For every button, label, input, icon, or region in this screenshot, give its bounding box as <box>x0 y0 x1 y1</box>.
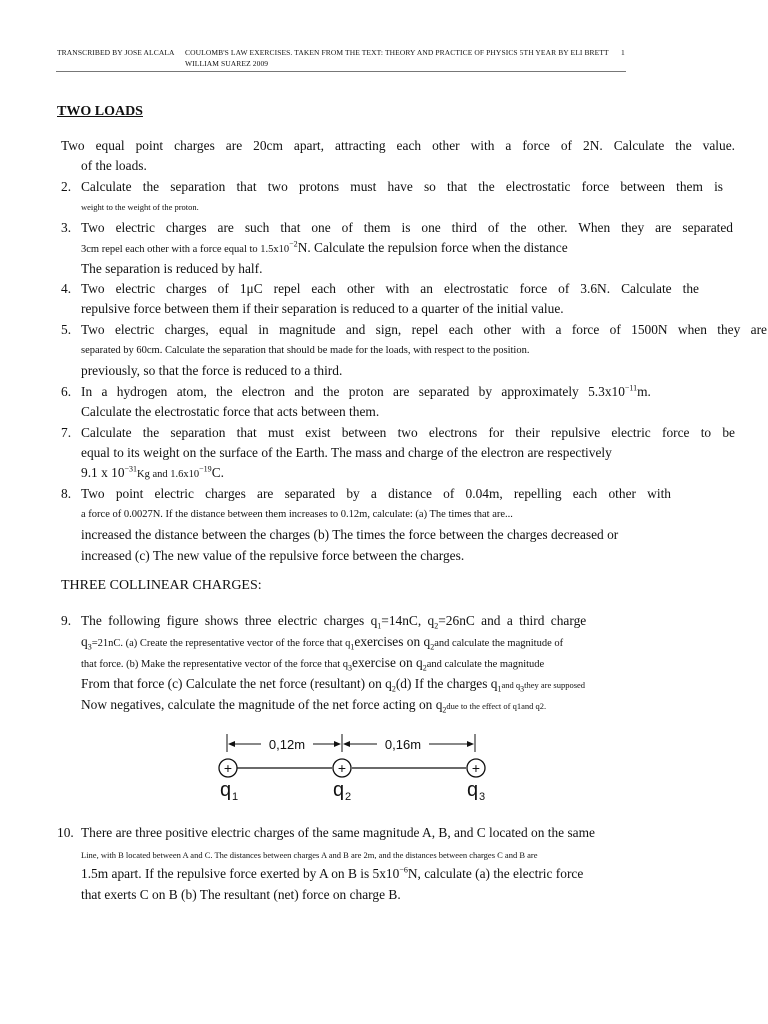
exercise-6-line-1 <box>81 384 651 400</box>
charge-q1-plus: + <box>223 760 233 776</box>
exercise-3-line-3: The separation is reduced by half. <box>81 261 263 276</box>
exercise-9-line-3-c: and calculate the magnitude <box>426 659 545 670</box>
exercise-6-line-1-text: In a hydrogen atom, the electron and the proton are separated by approximately 5.3x10 <box>81 384 625 399</box>
exercise-3-line-2-rest: N. Calculate the repulsion force when the distance <box>297 240 568 255</box>
exercise-9-line-3-b: exercise on q <box>352 655 423 670</box>
exercise-7-line-2: equal to its weight on the surface of the Earth. The mass and charge of the electron are respectively <box>81 445 612 460</box>
header-title <box>185 47 615 69</box>
charge-q2-subscript: 2 <box>345 791 352 803</box>
exercise-8-line-1: Two point electric charges are separated by a distance of 0.04m, repelling each other with <box>81 486 671 501</box>
exercise-8-line-4: increased (c) The new value of the repulsive force between the charges. <box>81 548 465 563</box>
exercise-8-line-3: increased the distance between the charges (b) The times the force between the charges decreased or <box>81 527 619 542</box>
exercise-9-line-4-b: (d) If the charges q <box>395 676 498 691</box>
exercise-10-line-3 <box>81 866 583 882</box>
exercise-10-line-3-a: 1.5m apart. If the repulsive force exerted by A on B is 5x10 <box>81 866 400 881</box>
exercise-9-line-1-a: The following figure shows three electric charges q <box>81 613 378 628</box>
exercise-9-q1-sub: 1 <box>377 621 382 631</box>
exercise-4-line-2: repulsive force between them if their separation is reduced to a quarter of the initial value. <box>81 301 564 316</box>
exercise-7-line-3 <box>81 465 224 483</box>
exercise-10-exponent: −6 <box>399 865 408 875</box>
exercise-9-line-1-c: =26nC and a third charge <box>438 613 587 628</box>
exercise-5-line-3: previously, so that the force is reduced to a third. <box>81 363 343 378</box>
exercise-9-number: 9. <box>61 613 72 628</box>
exercise-4-line-1: Two electric charges of 1μC repel each other with an electrostatic force of 3.6N. Calculate the <box>81 281 699 296</box>
section-title-three-collinear: THREE COLLINEAR CHARGES: <box>61 578 262 593</box>
exercise-9-line-1 <box>81 613 586 629</box>
exercise-9-q3-sub: 3 <box>87 642 92 652</box>
exercise-10-number: 10. <box>57 825 74 840</box>
charge-q2-plus: + <box>337 760 347 776</box>
exercise-5-line-1: Two electric charges, equal in magnitude and sign, repel each other with a force of 1500N when they are <box>81 322 767 337</box>
dim2-arrow-left <box>343 741 350 747</box>
charge-q3-label: q <box>467 779 479 801</box>
exercise-9-line-2-b: =21nC. (a) Create the representative vector of the force that q <box>91 638 351 649</box>
exercise-7-charge-unit: C. <box>211 465 224 480</box>
exercise-1-line-1: Two equal point charges are 20cm apart, attracting each other with a force of 2N. Calculate the value. <box>61 138 735 153</box>
exercise-9-line-3-sub1: 3 <box>348 663 353 673</box>
three-charges-figure <box>205 730 505 810</box>
exercise-8-line-2: a force of 0.0027N. If the distance between them increases to 0.12m, calculate: (a) The times that are... <box>81 509 513 520</box>
exercise-9-line-2-d: and calculate the magnitude of <box>434 638 564 649</box>
exercise-4-number: 4. <box>61 281 72 296</box>
exercise-9-line-4-sub2: 1 <box>497 684 502 694</box>
exercise-9-line-4 <box>81 676 585 693</box>
exercise-3-line-2-text: 3cm repel each other with a force equal to 1.5x10 <box>81 244 290 255</box>
exercise-9-line-3-a: that force. (b) Make the representative vector of the force that q <box>81 659 349 670</box>
charge-q1-label: q <box>220 779 232 801</box>
exercise-7-charge-exponent: −19 <box>199 464 212 474</box>
exercise-2-line-2: weight to the weight of the proton. <box>81 202 199 212</box>
exercise-10-line-4: that exerts C on B (b) The resultant (net) force on charge B. <box>81 887 401 902</box>
exercise-8-number: 8. <box>61 486 72 501</box>
header-transcriber: TRANSCRIBED BY JOSE ALCALA <box>57 48 175 57</box>
exercise-3-line-1: Two electric charges are such that one of them is one third of the other. When they are separated <box>81 220 733 235</box>
exercise-2-line-1: Calculate the separation that two protons must have so that the electrostatic force between them is <box>81 179 723 194</box>
dim2-label: 0,16m <box>384 737 422 752</box>
charge-q3-plus: + <box>471 760 481 776</box>
exercise-9-line-2-sub1: 1 <box>350 642 355 652</box>
exercise-2-number: 2. <box>61 179 72 194</box>
exercise-9-line-4-d: they are supposed <box>524 680 586 690</box>
exercise-9-line-2-c: exercises on q <box>354 634 431 649</box>
dim1-label: 0,12m <box>268 737 306 752</box>
exercise-10-line-2: Line, with B located between A and C. The distances between charges A and B are 2m, and the distances between charges C and B are <box>81 850 538 860</box>
exercise-1-line-2: of the loads. <box>81 158 147 173</box>
header-title-line1: COULOMB'S LAW EXERCISES. TAKEN FROM THE TEXT: THEORY AND PRACTICE OF PHYSICS 5TH YEAR BY ELI BRETT <box>185 48 609 57</box>
header-page-number: 1 <box>621 48 625 57</box>
exercise-9-line-2-a: q <box>81 634 88 649</box>
charge-q3-subscript: 3 <box>479 791 486 803</box>
exercise-6-line-2: Calculate the electrostatic force that acts between them. <box>81 404 380 419</box>
exercise-7-mass-text: 9.1 x 10 <box>81 465 125 480</box>
exercise-3-number: 3. <box>61 220 72 235</box>
exercise-9-line-5-sub1: 2 <box>442 705 447 715</box>
exercise-5-number: 5. <box>61 322 72 337</box>
exercise-9-line-3-sub2: 2 <box>422 663 427 673</box>
charge-q2-label: q <box>333 779 345 801</box>
exercise-5-line-2: separated by 60cm. Calculate the separation that should be made for the loads, with respect to the position. <box>81 345 530 356</box>
exercise-6-exponent: −11 <box>624 383 638 393</box>
exercise-9-line-4-sub1: 2 <box>391 684 396 694</box>
exercise-10-line-3-b: N, calculate (a) the electric force <box>407 866 584 881</box>
exercise-9-line-4-c: and q <box>501 680 521 690</box>
exercise-3-line-2 <box>81 240 568 258</box>
exercise-6-number: 6. <box>61 384 72 399</box>
exercise-9-line-4-a: From that force (c) Calculate the net force (resultant) on q <box>81 676 392 691</box>
dim2-arrow-right <box>467 741 474 747</box>
exercise-7-number: 7. <box>61 425 72 440</box>
exercise-3-exponent: −2 <box>289 239 298 249</box>
exercise-9-line-3 <box>81 655 544 673</box>
exercise-9-line-5 <box>81 697 546 714</box>
dim1-arrow-left <box>228 741 235 747</box>
exercise-9-line-2 <box>81 634 563 652</box>
header-title-line2: WILLIAM SUAREZ 2009 <box>185 59 269 68</box>
exercise-9-line-5-b: due to the effect of q1and q2. <box>446 701 547 711</box>
exercise-7-charge-text: Kg and 1.6x10 <box>137 469 200 480</box>
exercise-9-line-1-b: =14nC, q <box>381 613 435 628</box>
exercise-9-line-2-sub2: 2 <box>430 642 435 652</box>
dim1-arrow-right <box>334 741 341 747</box>
exercise-6-line-1-rest: m. <box>637 384 651 399</box>
exercise-7-line-1: Calculate the separation that must exist between two electrons for their repulsive electric force to be <box>81 425 735 440</box>
exercise-9-line-4-sub3: 3 <box>520 684 525 694</box>
charge-q1-subscript: 1 <box>232 791 239 803</box>
exercise-9-line-5-a: Now negatives, calculate the magnitude of the net force acting on q <box>81 697 443 712</box>
exercise-10-line-1: There are three positive electric charges of the same magnitude A, B, and C located on the same <box>81 825 595 840</box>
exercise-9-q2-sub: 2 <box>434 621 439 631</box>
exercise-7-mass-exponent: −31 <box>124 464 138 474</box>
header-divider <box>56 71 626 72</box>
section-title-two-loads: TWO LOADS <box>57 104 143 119</box>
